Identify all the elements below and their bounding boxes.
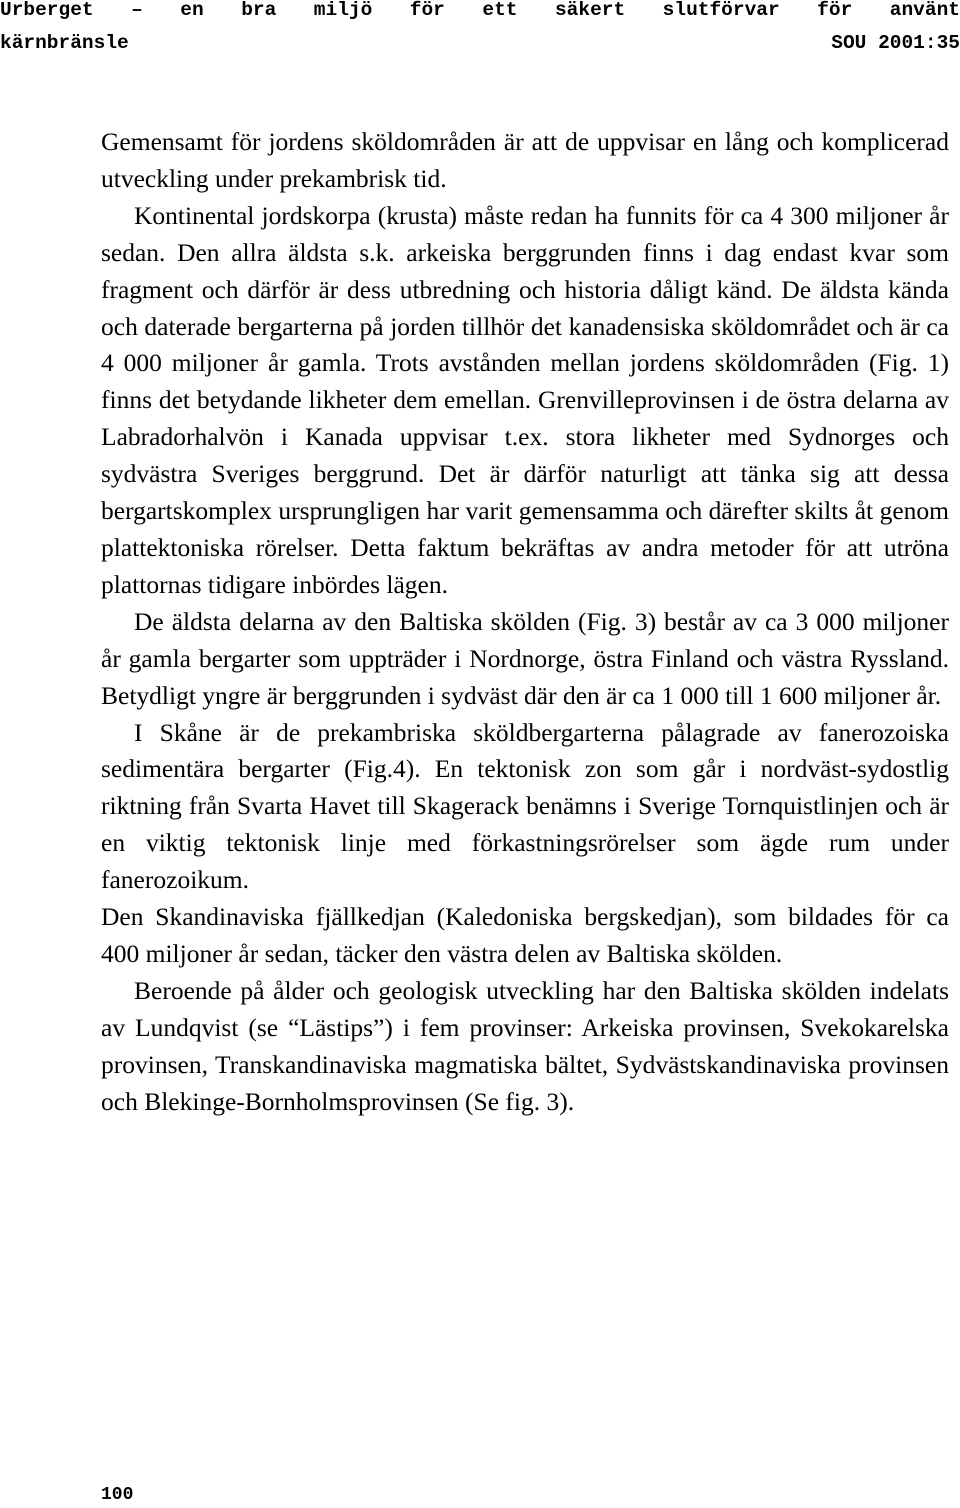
paragraph-baltic-shield-age: De äldsta delarna av den Baltiska skölden (Fig. 3) består av ca 3 000 miljoner år gamla bergarter som uppträder i Nordnorge, östra Finland och västra Ryssland. Betydligt yngre är berggrunden i sydväst där den är ca 1 000 till 1 600 miljoner år. [101, 606, 949, 710]
body-text [101, 124, 949, 1120]
header-title: Urberget – en bra miljö för ett säkert slutförvar för använt [0, 0, 960, 21]
paragraph-continental-crust: Kontinental jordskorpa (krusta) måste redan ha funnits för ca 4 300 miljoner år sedan. Den allra äldsta s.k. arkeiska berggrunden finns i dag endast kvar som fragment och därför är dess utbredning och historia dåligt känd. De äldsta kända och daterade bergarterna på jorden tillhör det kanadensiska sköldområdet och är ca 4 000 miljoner år gamla. Trots avstånden mellan jordens sköldområden (Fig. 1) finns det betydande likheter dem emellan. Grenvilleprovinsen i de östra delarna av Labradorhalvön i Kanada uppvisar t.ex. stora likheter med Sydnorges och sydvästra Sveriges berggrund. Det är därför naturligt att tänka sig att dessa bergartskomplex ursprungligen har varit gemensamma och därefter skilts åt genom plattektoniska rörelser. Detta faktum bekräftas av andra metoder för att utröna plattornas tidigare inbördes lägen. [101, 200, 949, 599]
running-header [0, 0, 960, 54]
paragraph-provinces: Beroende på ålder och geologisk utveckling har den Baltiska skölden indelats av Lundqvist (se “Lästips”) i fem provinser: Arkeiska provinsen, Svekokarelska provinsen, Transkandinaviska magmatiska bältet, Sydvästskandinaviska provinsen och Blekinge-Bornholmsprovinsen (Se fig. 3). [101, 975, 949, 1116]
header-title-continuation: kärnbränsle [0, 32, 129, 54]
header-line-2 [0, 27, 960, 59]
paragraph-shield-areas: Gemensamt för jordens sköldområden är att de uppvisar en lång och komplicerad utveckling under prekambrisk tid. [101, 127, 949, 193]
report-id: SOU 2001:35 [831, 32, 960, 54]
paragraph-caledonides: Den Skandinaviska fjällkedjan (Kaledoniska bergskedjan), som bildades för ca 400 miljoner år sedan, täcker den västra delen av Baltiska skölden. [101, 902, 949, 968]
page-number: 100 [101, 1485, 134, 1505]
paragraph-skane: I Skåne är de prekambriska sköldbergarterna pålagrade av fanerozoiska sedimentära bergarter (Fig.4). En tektonisk zon som går i nordväst-sydostlig riktning från Svarta Havet till Skagerack benämns i Sverige Tornquistlinjen och är en viktig tektonisk linje med förkastningsrörelser som ägde rum under fanerozoikum. [101, 717, 949, 895]
